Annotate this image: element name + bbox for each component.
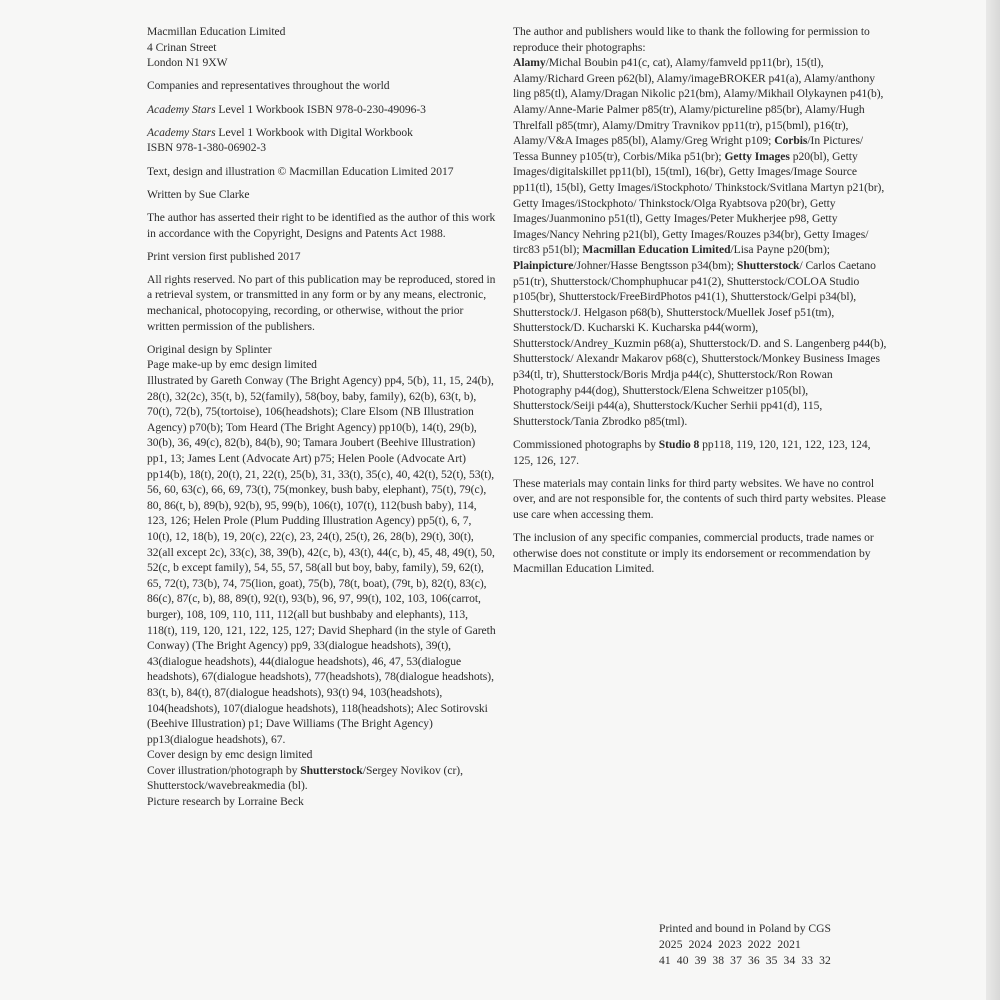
copyright-notice: Text, design and illustration © Macmillan Education Limited 2017 [147, 164, 454, 178]
original-design-credit: Original design by Splinter [147, 342, 272, 356]
isbn-workbook-title: Academy Stars [147, 102, 216, 116]
author-credit: Written by Sue Clarke [147, 187, 250, 201]
page-makeup-credit: Page make-up by emc design limited [147, 358, 317, 372]
print-years: 2025 2024 2023 2022 2021 [659, 937, 801, 951]
publisher-address [147, 24, 497, 71]
plainpicture-credits: /Johner/Hasse Bengtsson p34(bm); [573, 258, 737, 272]
source-getty: Getty Images [724, 149, 790, 163]
commissioned-studio: Studio 8 [658, 438, 700, 452]
alamy-credits: /Michal Boubin p41(c, cat), Alamy/famveld pp11(br), 15(tl), Alamy/Richard Green p62(bl), Alamy/imageBROKER p41(a), Alamy/anthony ling p85(tl), Alamy/Dragan Nikolic p21(bm), Alamy/Mikhail Olykaynen p41(b), Alamy/Anne-Marie Palmer p85(tr), Alamy/pictureline p85(br), Alamy/Hugh Threlfall p85(tmr), Alamy/Dmitry Travnikov pp11(tr), p15(bml), p16(tr), Alamy/V&A Images p85(bl), Alamy/Greg Wright p109; [513, 56, 884, 148]
companies-note: Companies and representatives throughout the world [147, 79, 390, 93]
illustration-credits: Illustrated by Gareth Conway (The Bright Agency) pp4, 5(b), 11, 15, 24(b), 28(t), 32(2c), 35(t, b), 52(family), 58(boy, baby, family), 62(b), 63(t, b), 70(t), 72(b), 75(tortoise), 106(headshots); Clare Elsom (NB Illustration Agency) p70(b); Tom Heard (The Bright Agency) pp10(b), 14(t), 29(b), 30(b), 36, 49(c), 82(b), 84(b), 90; Tamara Joubert (Beehive Illustration) pp1, 13; James Lent (Advocate Art) p75; Helen Poole (Advocate Art) pp14(b), 18(t), 20(t), 21, 22(t), 25(b), 31, 33(t), 35(c), 40, 42(t), 52(t), 53(t), 56, 60, 63(c), 66, 69, 73(t), 75(monkey, bush baby, elephant), 75(t), 79(c), 80, 86(t, b), 89(b), 92(b), 95, 99(b), 106(t), 107(t), 112(bush baby), 114, 123, 126; Helen Prole (Plum Pudding Illustration Agency) pp5(t), 6, 7, 10(t), 12, 18(b), 19, 20(c), 22(c), 23, 24(t), 25(t), 26, 28(b), 29(t), 30(t), 32(all except 2c), 33(c), 38, 39(b), 42(c, b), 43(t), 44(c, b), 45, 48, 49(t), 50, 52(c, b except family), 54, 55, 57, 58(all but boy, baby, family), 59, 62(t), 65, 72(t), 73(b), 74, 75(lion, goat), 75(b), 78(t, boat), (79t, b), 82(t), 83(c), 86(c), 87(c, b), 88, 89(t), 92(t), 93(b), 96, 97, 99(t), 102, 103, 106(carrot, burger), 108, 109, 110, 111, 112(all but bushbaby and elephants), 113, 118(t), 119, 120, 121, 122, 125, 127; David Shephard (in the style of Gareth Conway) (The Bright Agency) pp9, 33(dialogue headshots), 39(t), 43(dialogue headshots), 44(dialogue headshots), 46, 47, 53(dialogue headshots), 67(dialogue headshots), 77(headshots), 78(dialogue headshots), 83(t, b), 84(t), 87(dialogue headshots), 93(t) 94, 103(headshots), 104(headshots), 107(dialogue headshots), 118(headshots); Alec Sotirovski (Beehive Illustration) p1; Dave Williams (The Bright Agency) pp13(dialogue headshots), 67. [147, 374, 496, 746]
commissioned-pages: pp118, 119, 120, 121, 122, 123, 124, 125, 126, 127. [513, 438, 871, 467]
cover-illus-suffix: /Sergey Novikov (cr), Shutterstock/wavebreakmedia (bl). [147, 763, 463, 793]
source-alamy: Alamy [513, 56, 546, 70]
source-corbis: Corbis [774, 134, 808, 148]
corbis-credits: /In Pictures/ Tessa Bunney p105(tr), Corbis/Mika p51(br); [513, 134, 864, 163]
address-line-1: Macmillan Education Limited [147, 25, 286, 38]
printed-in: Printed and bound in Poland by CGS [659, 922, 831, 935]
isbn-workbook [147, 102, 497, 118]
page-edge [986, 0, 1000, 1000]
cover-illus-agency: Shutterstock [300, 763, 363, 777]
address-line-3: London N1 9XW [147, 56, 228, 70]
isbn-workbook-text: Level 1 Workbook ISBN 978-0-230-49096-3 [215, 102, 426, 116]
commissioned-prefix: Commissioned photographs by [513, 438, 659, 452]
source-macmillan: Macmillan Education Limited [582, 243, 731, 257]
shutterstock-credits: / Carlos Caetano p51(tr), Shutterstock/Chomphuphucar p41(2), Shutterstock/COLOA Studio p105(br), Shutterstock/FreeBirdPhotos p41(1), Shutterstock/Gelpi p34(bl), Shutterstock/J. Helgason p68(b), Shutterstock/Muellek Josef p51(tm), Shutterstock/D. Kucharski K. Kucharska p44(worm), Shutterstock/Andrey_Kuzmin p68(a), Shutterstock/D. and S. Langenberg p44(b), Shutterstock/ Alexandr Makarov p68(c), Shutterstock/Monkey Business Images p34(tl, tr), Shutterstock/Boris Mrdja p44(c), Shutterstock/Ron Rowan Photography p44(dog), Shutterstock/Elena Schweitzer p105(bl), Shutterstock/Seiji p44(a), Shutterstock/Kucher Serhii pp41(d), 115, Shutterstock/Tania Zbrodko p85(tml). [513, 258, 887, 428]
print-numbers: 41 40 39 38 37 36 35 34 33 32 [659, 953, 831, 967]
photo-acknowledgements [513, 24, 888, 429]
cover-illus-prefix: Cover illustration/photograph by [147, 763, 301, 777]
all-rights-reserved: All rights reserved. No part of this publication may be reproduced, stored in a retrieval system, or transmitted in any form or by any means, electronic, mechanical, photocopying, recording, or otherwise, without the prior written permission of the publishers. [147, 272, 496, 333]
cover-illustration-credit [147, 763, 497, 794]
isbn-digital-text: Level 1 Workbook with Digital Workbook [215, 125, 413, 139]
isbn-digital-workbook [147, 125, 497, 156]
left-column [147, 24, 497, 810]
moral-rights-statement: The author has asserted their right to be identified as the author of this work in accordance with the Copyright, Designs and Patents Act 1988. [147, 210, 496, 240]
printer-imprint [659, 921, 831, 968]
macmillan-credits: /Lisa Payne p20(bm); [730, 243, 830, 257]
isbn-digital-number: ISBN 978-1-380-06902-3 [147, 141, 267, 155]
commissioned-photographs [513, 437, 888, 468]
thanks-intro: The author and publishers would like to thank the following for permission to reproduce their photographs: [513, 25, 870, 54]
first-published: Print version first published 2017 [147, 249, 301, 263]
source-plainpicture: Plainpicture [513, 258, 574, 272]
picture-research-credit: Picture research by Lorraine Beck [147, 795, 304, 809]
address-line-2: 4 Crinan Street [147, 40, 217, 54]
right-column [513, 24, 888, 585]
isbn-digital-title: Academy Stars [147, 125, 216, 139]
third-party-links-notice: These materials may contain links for third party websites. We have no control over, and are not responsible for, the contents of such third party websites. Please use care when accessing them. [513, 476, 886, 521]
cover-design-credit: Cover design by emc design limited [147, 748, 313, 762]
getty-credits: p20(bl), Getty Images/digitalskillet pp11(bl), 15(tml), 16(br), Getty Images/Image Source pp11(tl), 15(bl), Getty Images/iStockphoto/ Thinkstock/Svitlana Martyn p21(br), Getty Images/iStockphoto/ Thinkstock/Olga Ryabtsova p20(br), Getty Images/Juanmonino p51(tl), Getty Images/Peter Mukherjee p98, Getty Images/Nancy Nehring p21(bl), Getty Images/Rouzes p34(br), Getty Images/ tirc83 p51(bl); [513, 149, 885, 257]
source-shutterstock: Shutterstock [736, 258, 800, 272]
endorsement-disclaimer: The inclusion of any specific companies, commercial products, trade names or otherwise does not constitute or imply its endorsement or recommendation by Macmillan Education Limited. [513, 531, 874, 576]
